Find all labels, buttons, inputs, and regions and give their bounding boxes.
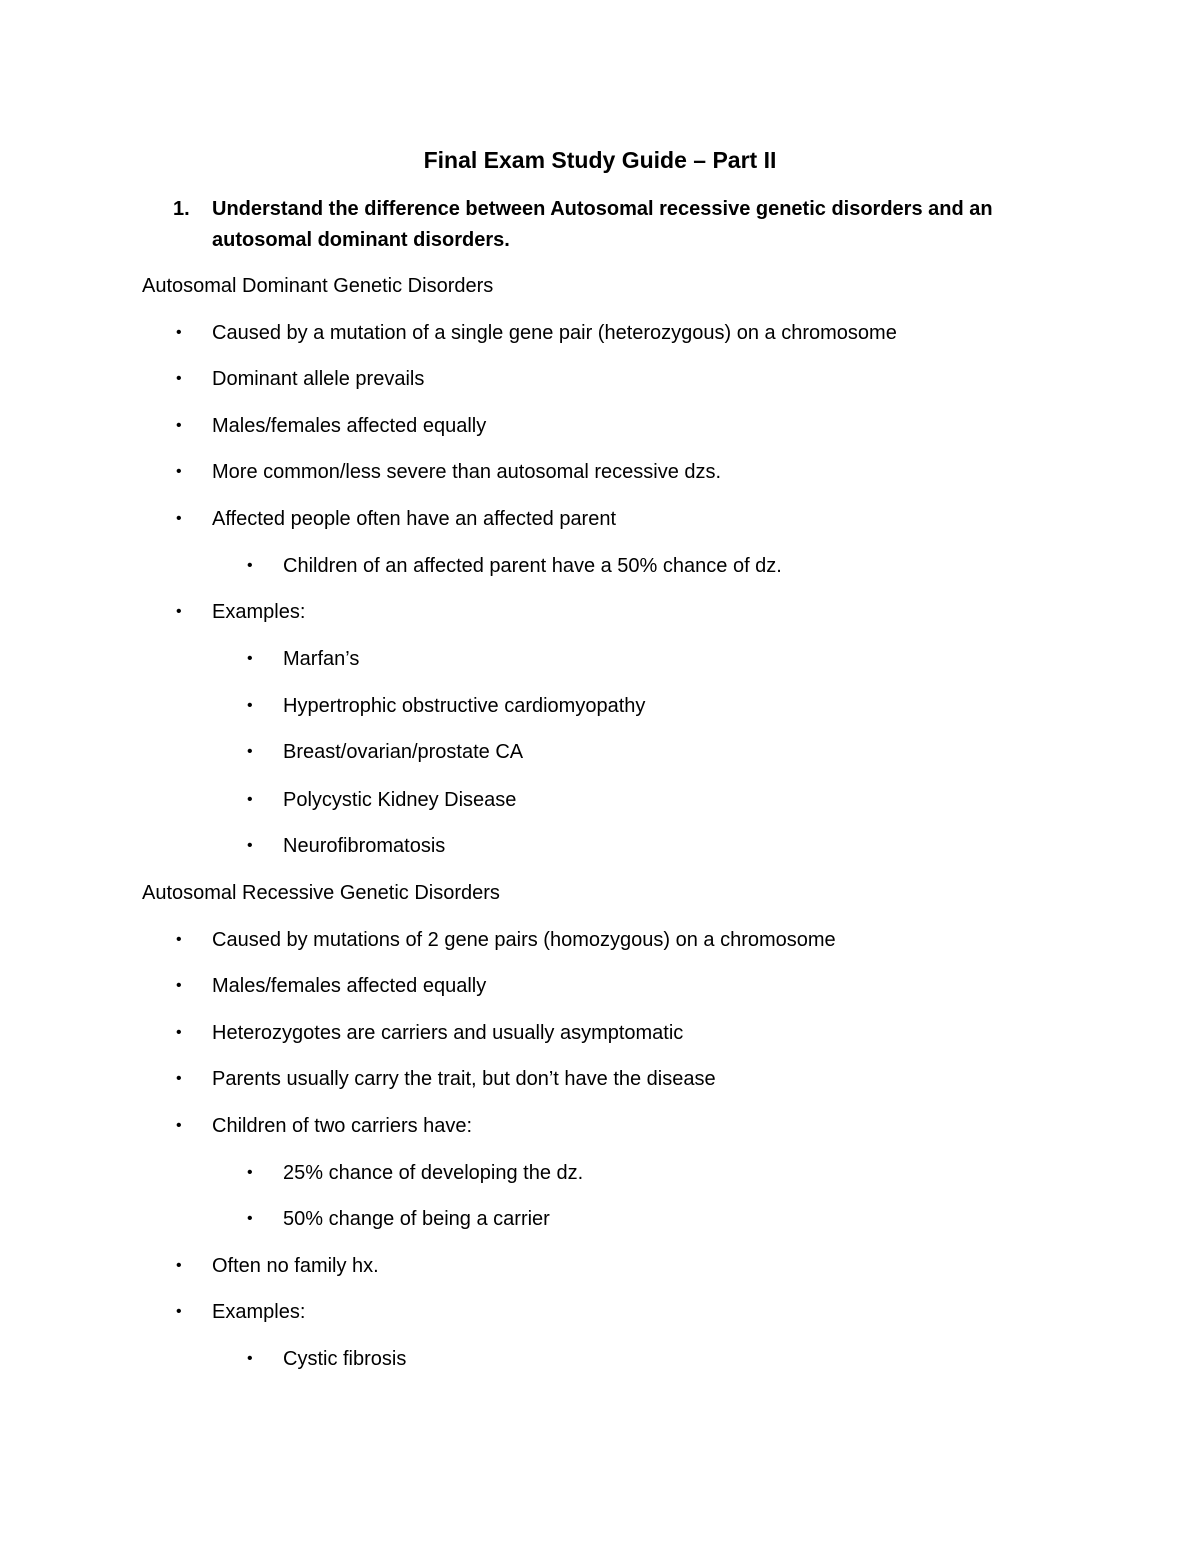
sub-list-item <box>247 737 524 767</box>
list-item-text: Neurofibromatosis <box>283 835 446 857</box>
bullet-icon: • <box>247 837 253 854</box>
list-item <box>176 364 425 394</box>
list-item-text: Males/females affected equally <box>212 415 487 437</box>
bullet-icon: • <box>176 977 182 994</box>
sub-list-item <box>247 691 646 721</box>
list-item <box>176 1064 716 1094</box>
bullet-icon: • <box>247 1164 253 1181</box>
bullet-icon: • <box>176 324 182 341</box>
bullet-icon: • <box>247 557 253 574</box>
sub-list-item <box>247 1204 550 1234</box>
list-item <box>176 1251 379 1281</box>
bullet-icon: • <box>247 650 253 667</box>
bullet-icon: • <box>247 697 253 714</box>
list-item-text: Polycystic Kidney Disease <box>283 789 517 811</box>
list-item-text: Breast/ovarian/prostate CA <box>283 741 524 763</box>
section-heading-dominant: Autosomal Dominant Genetic Disorders <box>142 275 494 297</box>
question-text: Understand the difference between Autosomal recessive genetic disorders and an autosomal dominant disorders. <box>212 198 993 251</box>
bullet-icon: • <box>247 1210 253 1227</box>
list-item <box>176 504 617 534</box>
sub-list-item <box>247 831 446 861</box>
list-item-text: Marfan’s <box>283 648 360 670</box>
bullet-icon: • <box>176 1024 182 1041</box>
sub-list-item <box>247 785 517 815</box>
list-item <box>176 411 487 441</box>
bullet-icon: • <box>176 1070 182 1087</box>
list-item-text: Parents usually carry the trait, but don’t have the disease <box>212 1068 716 1090</box>
list-item <box>176 925 836 955</box>
bullet-icon: • <box>176 603 182 620</box>
section-heading-recessive: Autosomal Recessive Genetic Disorders <box>142 882 500 904</box>
sub-list-item <box>247 1158 584 1188</box>
list-item-text: Often no family hx. <box>212 1255 379 1277</box>
bullet-icon: • <box>247 1350 253 1367</box>
bullet-icon: • <box>176 463 182 480</box>
list-item-text: Cystic fibrosis <box>283 1348 407 1370</box>
list-item-text: Caused by a mutation of a single gene pair (heterozygous) on a chromosome <box>212 322 897 344</box>
sub-list-item <box>247 644 360 674</box>
bullet-icon: • <box>247 743 253 760</box>
list-item-text: Children of an affected parent have a 50% chance of dz. <box>283 555 782 577</box>
list-item-text: 50% change of being a carrier <box>283 1208 550 1230</box>
bullet-icon: • <box>176 1257 182 1274</box>
bullet-icon: • <box>176 1303 182 1320</box>
list-item-text: 25% chance of developing the dz. <box>283 1162 584 1184</box>
list-item-text: Heterozygotes are carriers and usually asymptomatic <box>212 1022 684 1044</box>
question-number: 1. <box>173 198 190 220</box>
list-item-text: Examples: <box>212 1301 306 1323</box>
list-item-text: Hypertrophic obstructive cardiomyopathy <box>283 695 646 717</box>
bullet-icon: • <box>176 931 182 948</box>
bullet-icon: • <box>247 791 253 808</box>
bullet-icon: • <box>176 417 182 434</box>
list-item <box>176 318 897 348</box>
list-item-text: Examples: <box>212 601 306 623</box>
list-item-text: Dominant allele prevails <box>212 368 425 390</box>
bullet-icon: • <box>176 1117 182 1134</box>
list-item <box>176 971 487 1001</box>
list-item <box>176 597 306 627</box>
bullet-icon: • <box>176 370 182 387</box>
list-item-text: Caused by mutations of 2 gene pairs (homozygous) on a chromosome <box>212 929 836 951</box>
list-item <box>176 457 722 487</box>
page-title: Final Exam Study Guide – Part II <box>423 147 777 173</box>
list-item <box>176 1297 306 1327</box>
sub-list-item <box>247 551 782 581</box>
list-item-text: More common/less severe than autosomal recessive dzs. <box>212 461 722 483</box>
sub-list-item <box>247 1344 407 1374</box>
bullet-icon: • <box>176 510 182 527</box>
list-item <box>176 1111 473 1141</box>
list-item <box>176 1018 684 1048</box>
list-item-text: Children of two carriers have: <box>212 1115 473 1137</box>
list-item-text: Affected people often have an affected parent <box>212 508 617 530</box>
list-item-text: Males/females affected equally <box>212 975 487 997</box>
